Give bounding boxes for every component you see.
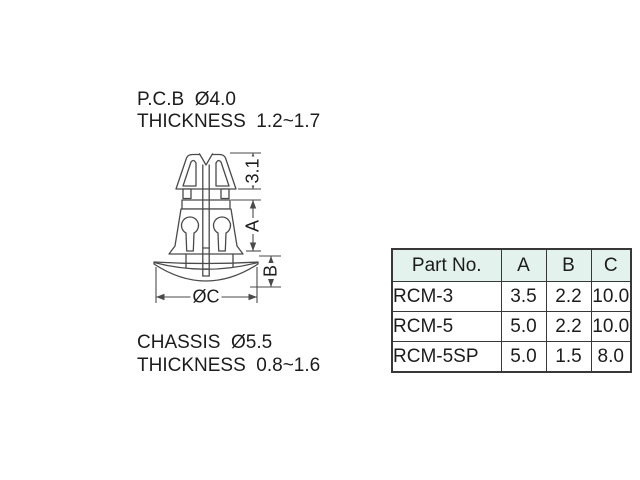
dish-top-rim xyxy=(154,262,258,264)
table-row xyxy=(392,312,631,342)
part-no-cell: RCM-5SP xyxy=(392,342,501,373)
table-row xyxy=(392,282,631,312)
dim-b-cell: 1.5 xyxy=(546,342,591,373)
spec-table-header xyxy=(392,249,631,282)
dim-a-cell: 5.0 xyxy=(501,312,546,342)
pcb-spec-note: P.C.B Ø4.0 xyxy=(137,89,236,110)
dim-c-cell: 8.0 xyxy=(591,342,631,373)
dim-label-flange-height: B xyxy=(260,264,281,278)
chassis-spec-note: CHASSIS Ø5.5 xyxy=(137,332,273,353)
dish-front-face xyxy=(154,263,258,282)
pcb-thickness-note: THICKNESS 1.2~1.7 xyxy=(137,111,321,132)
dim-a-cell: 3.5 xyxy=(501,282,546,312)
clip-barb-left xyxy=(183,189,191,199)
header-part-no: Part No. xyxy=(392,249,501,282)
dim-label-top-height: 3.1 xyxy=(242,158,263,184)
dim-b-cell: 2.2 xyxy=(546,312,591,342)
dim-c-cell: 10.0 xyxy=(591,312,631,342)
dim-label-body-height: A xyxy=(242,219,263,233)
header-dim-a: A xyxy=(501,249,546,282)
body-outline xyxy=(169,209,243,254)
header-dim-b: B xyxy=(546,249,591,282)
dim-label-flange-diameter: ØC xyxy=(192,286,220,307)
collar xyxy=(182,200,230,209)
clip-barb-right xyxy=(221,189,229,199)
spec-table xyxy=(391,248,632,373)
dim-c-cell: 10.0 xyxy=(591,282,631,312)
part-no-cell: RCM-3 xyxy=(392,282,501,312)
table-header-row xyxy=(392,249,631,282)
chassis-thickness-note: THICKNESS 0.8~1.6 xyxy=(137,355,321,376)
dim-b-cell: 2.2 xyxy=(546,282,591,312)
part-no-cell: RCM-5 xyxy=(392,312,501,342)
table-row xyxy=(392,342,631,373)
spec-table-body xyxy=(392,282,631,373)
dim-a-cell: 5.0 xyxy=(501,342,546,373)
header-dim-c: C xyxy=(591,249,631,282)
